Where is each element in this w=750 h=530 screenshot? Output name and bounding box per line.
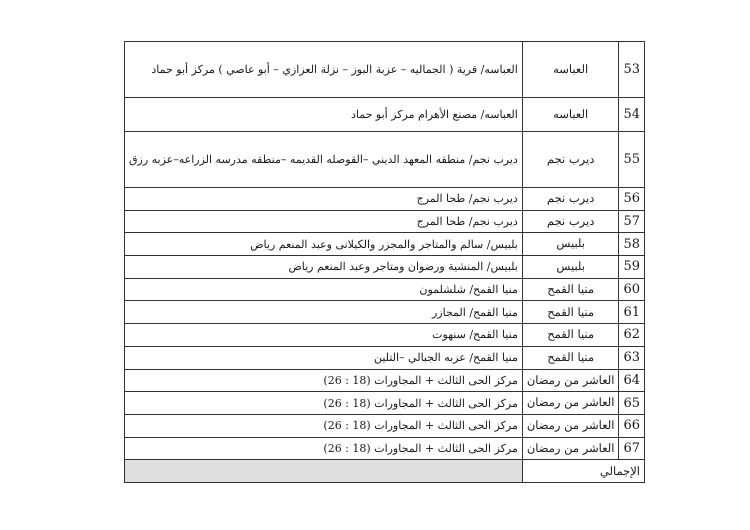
table-row xyxy=(125,324,645,347)
sites-table xyxy=(124,41,645,483)
region-cell: ديرب نجم xyxy=(522,210,619,233)
row-number-cell: 60 xyxy=(619,278,645,301)
location-cell: ديرب نجم/ منطقه المعهد الديني –القوصله القديمه –منطقه مدرسه الزراعه–عزبه رزق xyxy=(125,132,523,188)
region-cell: منيا القمح xyxy=(522,301,619,324)
row-number-cell: 55 xyxy=(619,132,645,188)
table-row xyxy=(125,437,645,460)
location-cell: مركز الحى الثالث + المجاورات (18 : 26) xyxy=(125,414,523,437)
table-row xyxy=(125,132,645,188)
location-cell: العباسه/ قرية ( الجماليه – عزبة البوز – نزلة العزازي – أبو عاصي ) مركز أبو حماد xyxy=(125,42,523,98)
region-cell: العاشر من رمضان xyxy=(522,369,619,392)
table-row xyxy=(125,233,645,256)
location-cell: بلبيس/ سالم والمتاجر والمجزر والكيلانى وعبد المنعم رياض xyxy=(125,233,523,256)
row-number-cell: 67 xyxy=(619,437,645,460)
table-row xyxy=(125,369,645,392)
region-cell: بلبيس xyxy=(522,256,619,279)
table-row xyxy=(125,42,645,98)
region-cell: العباسه xyxy=(522,42,619,98)
row-number-cell: 63 xyxy=(619,346,645,369)
table-row xyxy=(125,301,645,324)
region-cell: منيا القمح xyxy=(522,278,619,301)
location-cell: ديرب نجم/ طحا المرج xyxy=(125,210,523,233)
row-number-cell: 53 xyxy=(619,42,645,98)
table-row xyxy=(125,188,645,211)
row-number-cell: 59 xyxy=(619,256,645,279)
location-cell: بلبيس/ المنشية ورضوان ومتاجر وعبد المنعم رياض xyxy=(125,256,523,279)
row-number-cell: 66 xyxy=(619,414,645,437)
row-number-cell: 58 xyxy=(619,233,645,256)
row-number-cell: 54 xyxy=(619,98,645,132)
region-cell: بلبيس xyxy=(522,233,619,256)
table-row xyxy=(125,346,645,369)
region-cell: العاشر من رمضان xyxy=(522,392,619,415)
table-row xyxy=(125,392,645,415)
region-cell: العباسه xyxy=(522,98,619,132)
location-cell: منيا القمح/ المجازر xyxy=(125,301,523,324)
region-cell: منيا القمح xyxy=(522,324,619,347)
region-cell: العاشر من رمضان xyxy=(522,414,619,437)
row-number-cell: 57 xyxy=(619,210,645,233)
table-row xyxy=(125,210,645,233)
location-cell: منيا القمح/ عزبه الجبالي –التلين xyxy=(125,346,523,369)
location-cell: مركز الحى الثالث + المجاورات (18 : 26) xyxy=(125,369,523,392)
region-cell: منيا القمح xyxy=(522,346,619,369)
total-label: الإجمالي xyxy=(522,460,644,483)
table-row xyxy=(125,278,645,301)
region-cell: ديرب نجم xyxy=(522,188,619,211)
location-cell: منيا القمح/ شلشلمون xyxy=(125,278,523,301)
row-number-cell: 65 xyxy=(619,392,645,415)
row-number-cell: 56 xyxy=(619,188,645,211)
row-number-cell: 61 xyxy=(619,301,645,324)
location-cell: العباسه/ مصنع الأهرام مركز أبو حماد xyxy=(125,98,523,132)
row-number-cell: 62 xyxy=(619,324,645,347)
sites-table-body xyxy=(125,42,645,483)
row-number-cell: 64 xyxy=(619,369,645,392)
location-cell: منيا القمح/ سنهوت xyxy=(125,324,523,347)
location-cell: مركز الحى الثالث + المجاورات (18 : 26) xyxy=(125,392,523,415)
total-row xyxy=(125,460,645,483)
total-value-cell xyxy=(125,460,523,483)
location-cell: مركز الحى الثالث + المجاورات (18 : 26) xyxy=(125,437,523,460)
table-row xyxy=(125,256,645,279)
location-cell: ديرب نجم/ طحا المرج xyxy=(125,188,523,211)
table-row xyxy=(125,98,645,132)
region-cell: ديرب نجم xyxy=(522,132,619,188)
table-row xyxy=(125,414,645,437)
region-cell: العاشر من رمضان xyxy=(522,437,619,460)
